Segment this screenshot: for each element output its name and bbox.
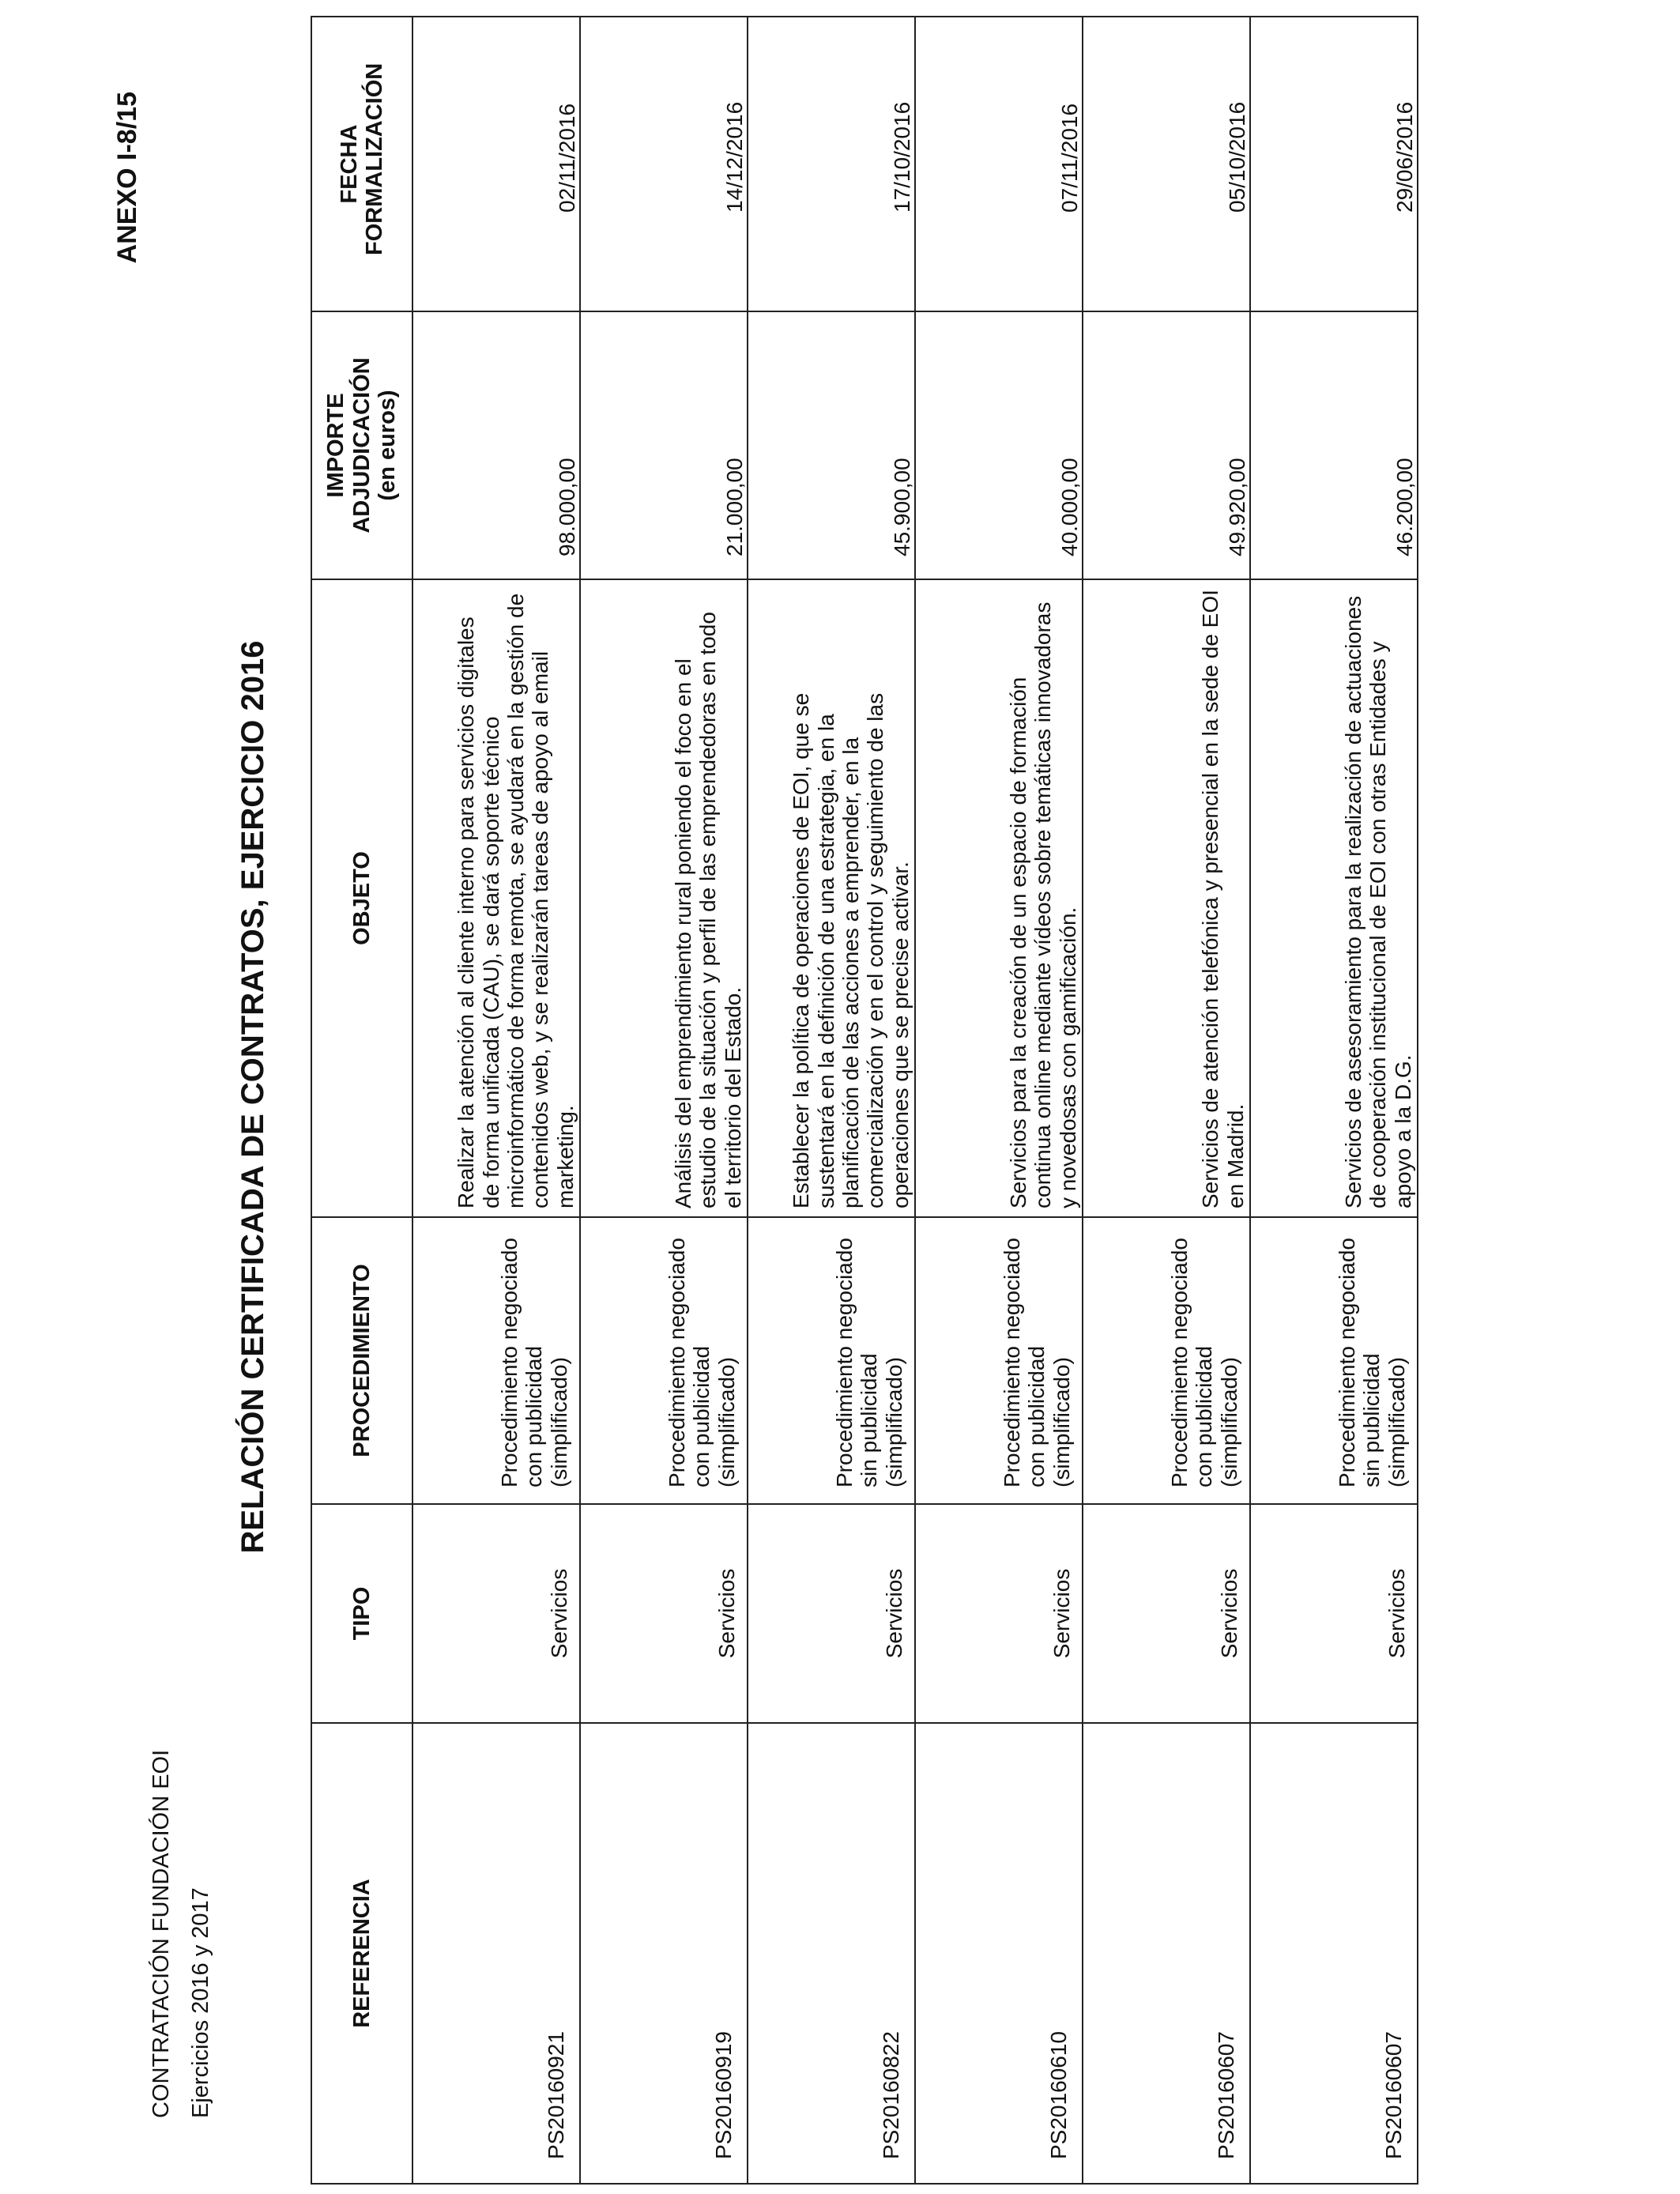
cell-tipo: Servicios xyxy=(580,1504,748,1723)
cell-objeto: Establecer la política de operaciones de EOI, que se sustentará en la definición de una estrategia, en la planificación de las acciones a emprender, en la comercialización y en el control y seguimiento de las operaciones que se precise activar. xyxy=(748,579,915,1217)
header-importe: IMPORTE ADJUDICACIÓN (en euros) xyxy=(311,311,412,579)
cell-fecha: 14/12/2016 xyxy=(580,17,748,311)
header-objeto: OBJETO xyxy=(311,579,412,1217)
table-row xyxy=(915,17,1083,2184)
cell-objeto: Análisis del emprendimiento rural poniendo el foco en el estudio de la situación y perfil de las emprendedoras en todo el territorio del Estado. xyxy=(580,579,748,1217)
cell-procedimiento: Procedimiento negociado con publicidad (simplificado) xyxy=(915,1217,1083,1504)
table-row xyxy=(1083,17,1250,2184)
cell-objeto: Servicios de asesoramiento para la realización de actuaciones de cooperación institucional de EOI con otras Entidades y apoyo a la D.G. xyxy=(1250,579,1418,1217)
cell-importe: 46.200,00 xyxy=(1250,311,1418,579)
cell-referencia: PS20160919 xyxy=(580,1723,748,2184)
cell-fecha: 02/11/2016 xyxy=(412,17,580,311)
cell-objeto: Servicios para la creación de un espacio de formación continua online mediante vídeos sobre temáticas innovadoras y novedosas con gamificación. xyxy=(915,579,1083,1217)
cell-importe: 40.000,00 xyxy=(915,311,1083,579)
cell-importe: 98.000,00 xyxy=(412,311,580,579)
cell-tipo: Servicios xyxy=(915,1504,1083,1723)
period-header: Ejercicios 2016 y 2017 xyxy=(188,1887,213,2118)
cell-tipo: Servicios xyxy=(412,1504,580,1723)
header-referencia: REFERENCIA xyxy=(311,1723,412,2184)
cell-fecha: 07/11/2016 xyxy=(915,17,1083,311)
page-title: RELACIÓN CERTIFICADA DE CONTRATOS, EJERCICIO 2016 xyxy=(235,640,270,1554)
cell-referencia: PS20160921 xyxy=(412,1723,580,2184)
organization-header: CONTRATACIÓN FUNDACIÓN EOI xyxy=(149,1749,174,2118)
table-row xyxy=(580,17,748,2184)
table-row xyxy=(412,17,580,2184)
cell-procedimiento: Procedimiento negociado sin publicidad (simplificado) xyxy=(748,1217,915,1504)
cell-importe: 49.920,00 xyxy=(1083,311,1250,579)
cell-fecha: 17/10/2016 xyxy=(748,17,915,311)
header-fecha: FECHA FORMALIZACIÓN xyxy=(311,17,412,311)
cell-importe: 45.900,00 xyxy=(748,311,915,579)
table-row xyxy=(1250,17,1418,2184)
cell-fecha: 29/06/2016 xyxy=(1250,17,1418,311)
cell-objeto: Realizar la atención al cliente interno para servicios digitales de forma unificada (CAU), se dará soporte técnico microinformático de forma remota, se ayudará en la gestión de contenidos web, y se realizarán tareas de apoyo al email marketing. xyxy=(412,579,580,1217)
cell-fecha: 05/10/2016 xyxy=(1083,17,1250,311)
header-procedimiento: PROCEDIMIENTO xyxy=(311,1217,412,1504)
cell-tipo: Servicios xyxy=(1250,1504,1418,1723)
cell-procedimiento: Procedimiento negociado con publicidad (simplificado) xyxy=(580,1217,748,1504)
cell-referencia: PS20160607 xyxy=(1083,1723,1250,2184)
header-tipo: TIPO xyxy=(311,1504,412,1723)
cell-tipo: Servicios xyxy=(1083,1504,1250,1723)
cell-objeto: Servicios de atención telefónica y presencial en la sede de EOI en Madrid. xyxy=(1083,579,1250,1217)
cell-tipo: Servicios xyxy=(748,1504,915,1723)
cell-referencia: PS20160822 xyxy=(748,1723,915,2184)
cell-procedimiento: Procedimiento negociado con publicidad (simplificado) xyxy=(412,1217,580,1504)
annex-label: ANEXO I-8/15 xyxy=(112,92,142,264)
cell-procedimiento: Procedimiento negociado con publicidad (simplificado) xyxy=(1083,1217,1250,1504)
cell-procedimiento: Procedimiento negociado sin publicidad (simplificado) xyxy=(1250,1217,1418,1504)
cell-referencia: PS20160607 xyxy=(1250,1723,1418,2184)
table-header-row xyxy=(311,17,412,2184)
table-row xyxy=(748,17,915,2184)
cell-importe: 21.000,00 xyxy=(580,311,748,579)
contracts-table xyxy=(311,16,1418,2185)
cell-referencia: PS20160610 xyxy=(915,1723,1083,2184)
